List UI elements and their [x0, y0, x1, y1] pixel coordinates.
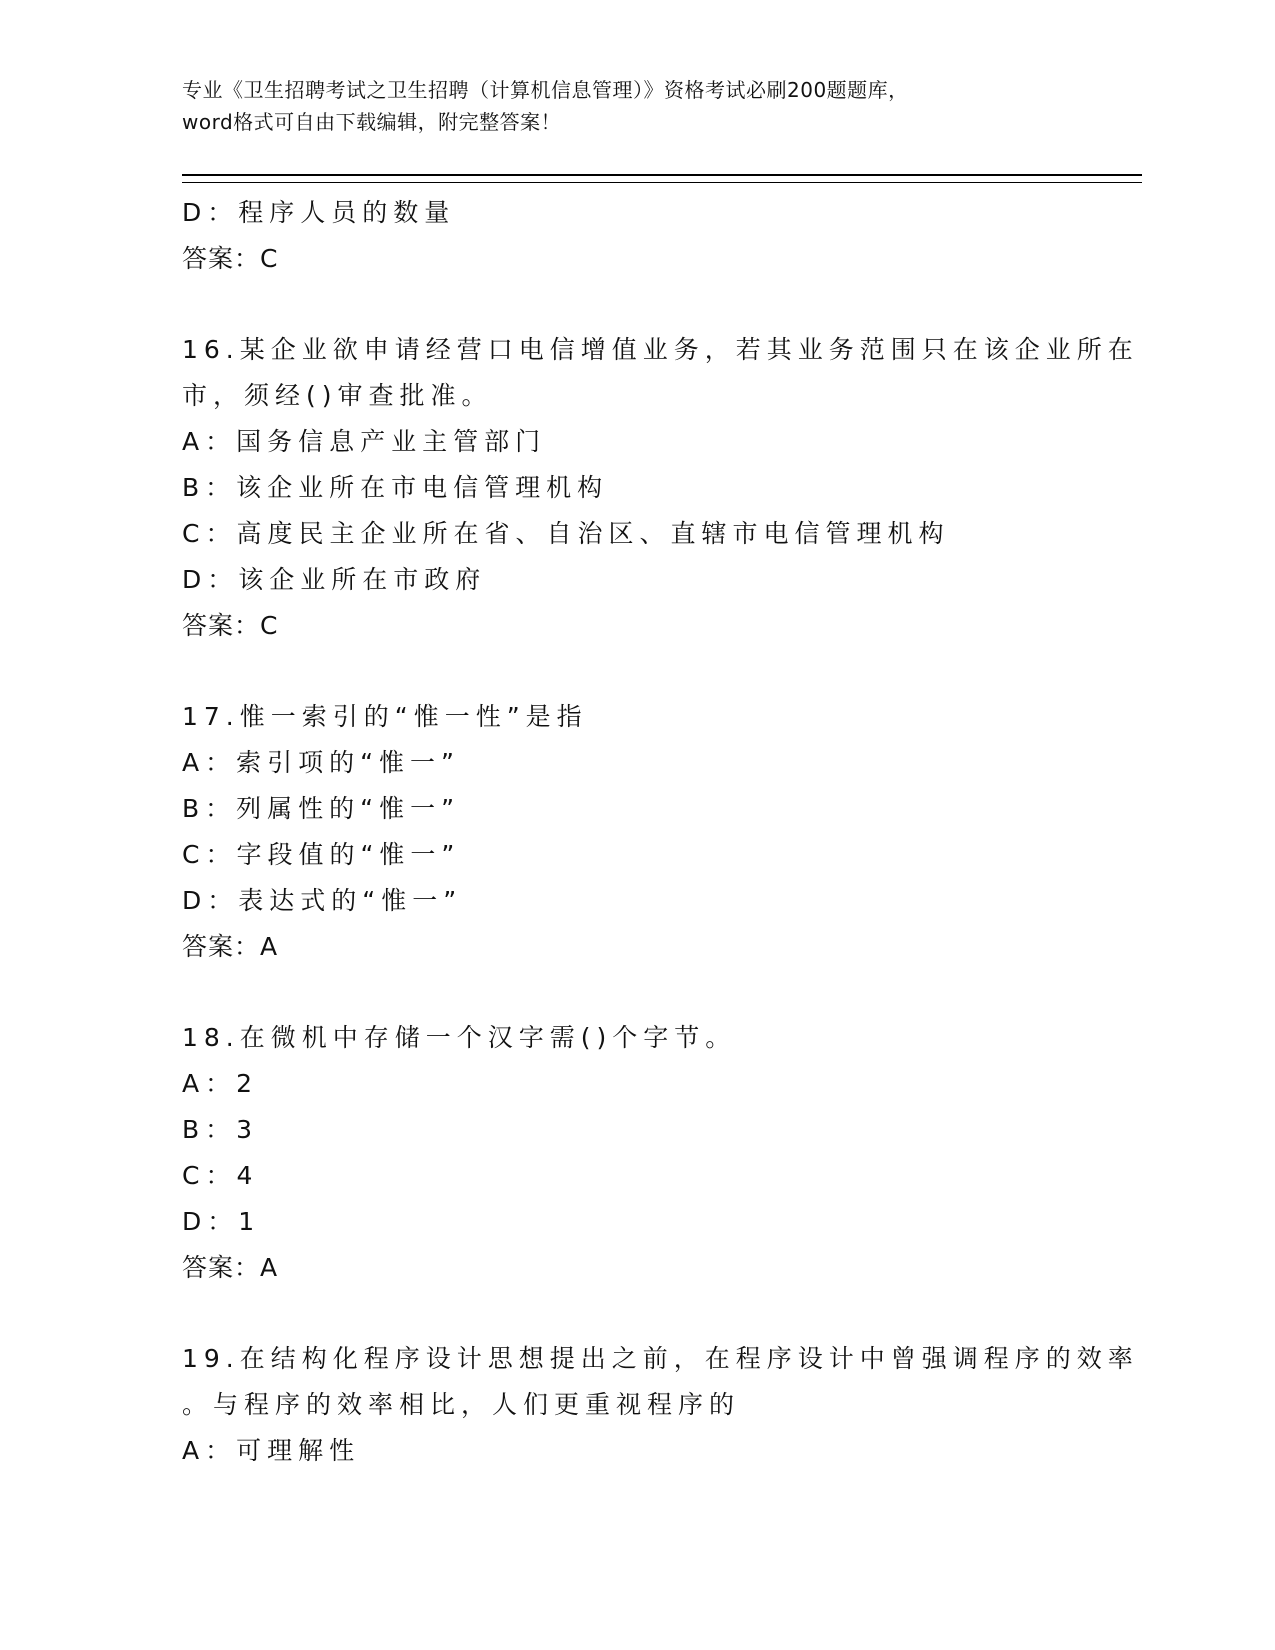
q16-option-c: C：高度民主企业所在省、自治区、直辖市电信管理机构	[182, 519, 950, 548]
prev-option-d: D：程序人员的数量	[182, 198, 456, 227]
question-17	[182, 694, 1062, 970]
q18-answer: 答案：A	[182, 1253, 279, 1282]
q19-option-a: A：可理解性	[182, 1436, 361, 1465]
question-content	[182, 190, 1139, 1474]
q18-option-c: C：4	[182, 1161, 259, 1190]
spacer	[182, 1291, 1062, 1336]
question-19	[182, 1336, 1139, 1474]
q16-option-d: D：该企业所在市政府	[182, 565, 487, 594]
q16-stem-line-2: 市，须经()审查批准。	[182, 381, 493, 410]
spacer	[182, 649, 1062, 694]
q17-option-a: A：索引项的“惟一”	[182, 748, 461, 777]
q16-answer: 答案：C	[182, 611, 279, 640]
question-18	[182, 1015, 1062, 1291]
q19-stem-line-2: 。与程序的效率相比，人们更重视程序的	[182, 1390, 741, 1419]
q18-option-a: A：2	[182, 1069, 259, 1098]
q17-stem: 17.惟一索引的“惟一性”是指	[182, 702, 588, 731]
q18-option-d: D：1	[182, 1207, 261, 1236]
q17-option-c: C：字段值的“惟一”	[182, 840, 461, 869]
spacer	[182, 282, 1062, 327]
question-16	[182, 327, 1139, 649]
q18-stem: 18.在微机中存储一个汉字需()个字节。	[182, 1023, 737, 1052]
q19-stem-line-1: 19.在结构化程序设计思想提出之前，在程序设计中曾强调程序的效率	[182, 1344, 1139, 1373]
header-line-2: word格式可自由下载编辑，附完整答案！	[182, 110, 562, 134]
prev-answer: 答案：C	[182, 244, 279, 273]
q17-option-d: D：表达式的“惟一”	[182, 886, 463, 915]
header-line-1: 专业《卫生招聘考试之卫生招聘（计算机信息管理）》资格考试必刷200题题库，	[182, 78, 909, 102]
q16-stem-line-1: 16.某企业欲申请经营口电信增值业务，若其业务范围只在该企业所在	[182, 335, 1139, 364]
header-rule-thick	[182, 174, 1142, 176]
q17-option-b: B：列属性的“惟一”	[182, 794, 461, 823]
q16-option-a: A：国务信息产业主管部门	[182, 427, 547, 456]
document-header	[182, 74, 1082, 138]
q17-answer: 答案：A	[182, 932, 279, 961]
q18-option-b: B：3	[182, 1115, 259, 1144]
q16-option-b: B：该企业所在市电信管理机构	[182, 473, 609, 502]
spacer	[182, 970, 1062, 1015]
header-rule-thin	[182, 182, 1142, 183]
